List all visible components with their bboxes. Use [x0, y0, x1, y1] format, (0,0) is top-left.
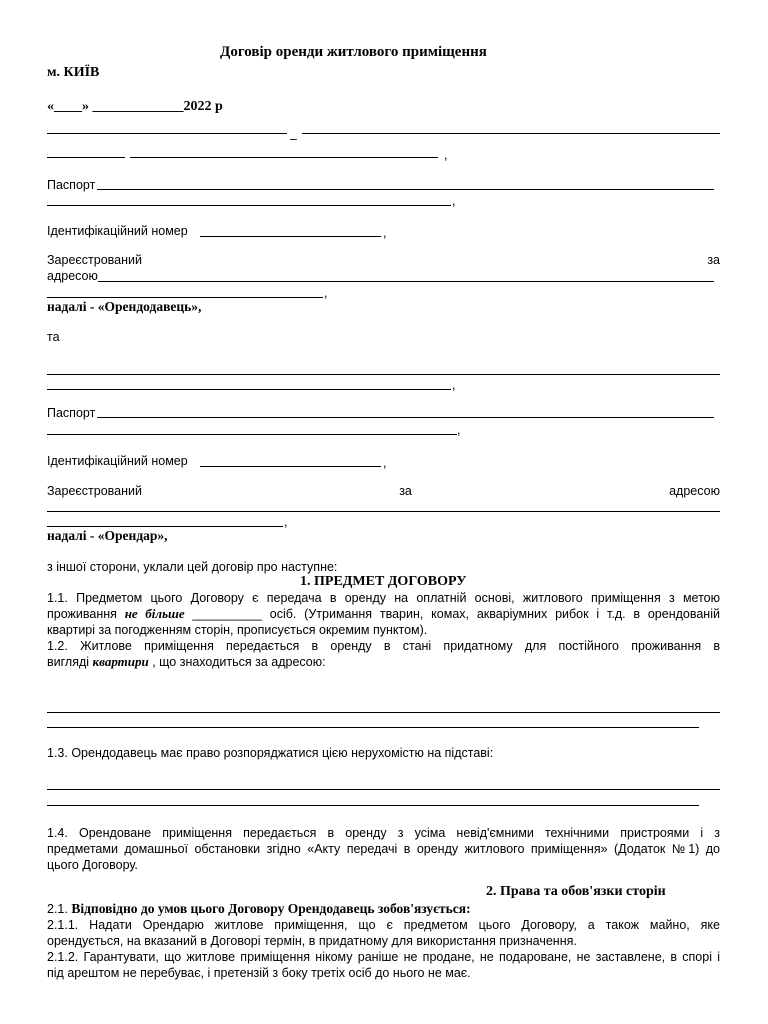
clause-1-1-emphasis: не більше [124, 606, 185, 621]
clause-1-2-text-c: , що знаходиться за адресою: [148, 655, 326, 669]
landlord-name-separator: – [290, 132, 297, 146]
landlord-name-blank-4 [130, 157, 438, 158]
clause-2-1 [47, 901, 720, 917]
landlord-registered-word: Зареєстрований [47, 253, 142, 267]
clause-1-4-line-1: 1.4. Орендоване приміщення передається в оренду з усіма невід'ємними технічними пристроями і з [47, 826, 720, 840]
object-address-blank [47, 712, 720, 713]
landlord-at-word: за [707, 253, 720, 267]
clause-1-1-text-a: проживання [47, 607, 125, 621]
clause-1-3: 1.3. Орендодавець має право розпоряджатися цією нерухомістю на підставі: [47, 746, 494, 760]
tenant-alias: надалі - «Орендар», [47, 528, 168, 543]
landlord-name-blank [47, 133, 287, 134]
tenant-passport-blank-2 [47, 434, 457, 435]
clause-1-2-line-1: 1.2. Житлове приміщення передається в оренду в стані придатному для постійного проживання в [47, 639, 720, 653]
clause-2-1-1-line-1: 2.1.1. Надати Орендарю житлове приміщення, що є предметом цього Договору, а також майно, яке [47, 918, 720, 932]
landlord-name-blank-3 [47, 157, 125, 158]
intro-text: з іншої сторони, уклали цей договір про наступне: [47, 560, 338, 574]
landlord-passport-blank [97, 189, 714, 190]
ownership-basis-blank [47, 789, 720, 790]
landlord-passport-blank-2 [47, 205, 451, 206]
clause-1-1-line-1: 1.1. Предметом цього Договору є передача в оренду на оплатній основі, житлового приміщення з метою [47, 591, 720, 605]
clause-1-2-emphasis: квартири [92, 654, 149, 669]
tenant-id-label: Ідентифікаційний номер [47, 454, 188, 468]
document-title: Договір оренди житлового приміщення [220, 44, 487, 60]
tenant-passport-label: Паспорт [47, 406, 96, 420]
landlord-passport-comma: , [452, 194, 456, 208]
clause-2-1-2-line-2: під арештом не перебуває, і претензій з боку третіх осіб до нього не має. [47, 966, 471, 980]
clause-2-1-number: 2.1. [47, 902, 72, 916]
clause-2-1-2-line-1: 2.1.2. Гарантувати, що житлове приміщення нікому раніше не продане, не подароване, не заставлене, в спорі і [47, 950, 720, 964]
landlord-name-comma: , [444, 148, 448, 162]
tenant-address-blank [47, 511, 720, 512]
landlord-address-blank-2 [47, 297, 323, 298]
landlord-id-label: Ідентифікаційний номер [47, 224, 188, 238]
landlord-passport-label: Паспорт [47, 178, 96, 192]
landlord-registered-row [47, 253, 720, 268]
landlord-address-label: адресою [47, 269, 98, 283]
tenant-at-word: за [399, 484, 412, 498]
contract-date: «____» _____________2022 р [47, 99, 223, 114]
tenant-passport-comma: , [457, 423, 461, 437]
tenant-id-blank [200, 466, 381, 467]
section-2-heading: 2. Права та обов'язки сторін [486, 884, 666, 899]
and-word: та [47, 330, 60, 344]
clause-1-1-text-c: __________ осіб. (Утримання тварин, комах, акваріумних рибок і т.д. в орендованій [184, 607, 720, 621]
city: м. КИЇВ [47, 65, 100, 80]
tenant-name-blank-2 [47, 389, 451, 390]
landlord-alias: надалі - «Орендодавець», [47, 299, 202, 314]
clause-1-1-line-3: квартирі за погодженням сторін, прописується окремим пунктом). [47, 623, 428, 637]
clause-1-4-line-3: цього Договору. [47, 858, 138, 872]
section-1-heading: 1. ПРЕДМЕТ ДОГОВОРУ [300, 574, 467, 589]
tenant-address-blank-2 [47, 526, 283, 527]
clause-2-1-text: Відповідно до умов цього Договору Орендодавець зобов'язується: [71, 901, 471, 916]
landlord-name-blank-2 [302, 133, 720, 134]
landlord-id-comma: , [383, 226, 387, 240]
landlord-address-blank [98, 281, 714, 282]
tenant-address-word: адресою [669, 484, 720, 498]
clause-1-2-line-2 [47, 654, 720, 670]
landlord-id-blank [200, 236, 381, 237]
clause-2-1-1-line-2: орендується, на вказаний в Договорі термін, в придатному для використання призначення. [47, 934, 577, 948]
tenant-id-comma: , [383, 456, 387, 470]
clause-1-4-line-2: предметами домашньої обстановки згідно «Акту передачі в оренду житлового приміщення» (Додаток №1) до [47, 842, 720, 856]
object-address-blank-2 [47, 727, 699, 728]
tenant-address-comma: , [284, 515, 288, 529]
tenant-name-comma: , [452, 378, 456, 392]
clause-1-1-line-2 [47, 606, 720, 622]
tenant-registered-word: Зареєстрований [47, 484, 142, 498]
landlord-address-comma: , [324, 286, 328, 300]
tenant-passport-blank [97, 417, 714, 418]
tenant-registered-row [47, 484, 720, 499]
clause-1-2-text-a: вигляді [47, 655, 93, 669]
ownership-basis-blank-2 [47, 805, 699, 806]
tenant-name-blank [47, 374, 720, 375]
